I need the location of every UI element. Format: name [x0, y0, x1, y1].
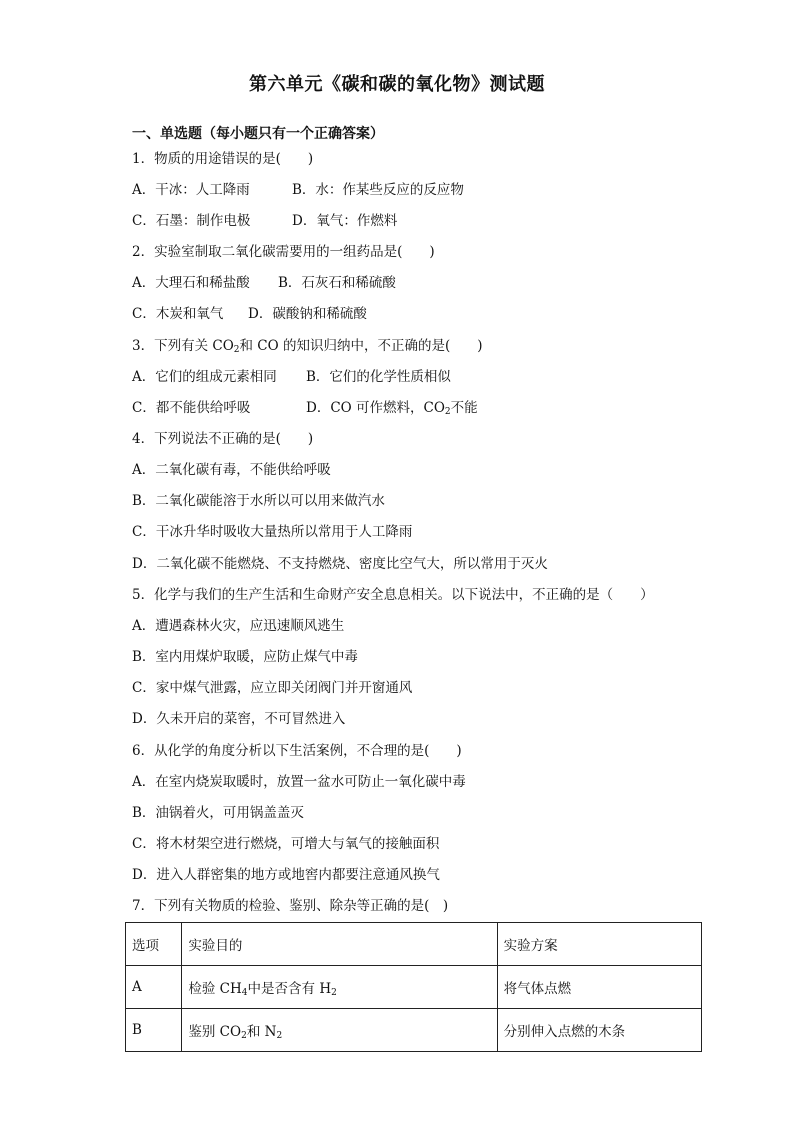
question-3-options-cd: [132, 399, 478, 417]
question-3-option-c: C．都不能供给呼吸: [132, 400, 251, 416]
question-4-option-c: C．干冰升华时吸收大量热所以常用于人工降雨: [132, 524, 413, 540]
table-cell-purpose: [182, 1009, 497, 1052]
purpose-text: 鉴别 CO: [188, 1024, 242, 1040]
question-3-stem: [132, 337, 483, 355]
question-1-option-b: B．水：作某些反应的反应物: [292, 182, 464, 198]
question-5-option-c: C．家中煤气泄露，应立即关闭阀门并开窗通风: [132, 680, 413, 696]
table-cell-option: B: [126, 1009, 182, 1052]
question-3-option-d-part1: D．CO 可作燃料，CO: [306, 400, 445, 416]
question-2-stem: 2．实验室制取二氧化碳需要用的一组药品是( ): [132, 244, 435, 260]
question-4-option-d: D．二氧化碳不能燃烧、不支持燃烧、密度比空气大，所以常用于灭火: [132, 556, 548, 572]
question-4-stem: 4．下列说法不正确的是( ): [132, 431, 314, 447]
question-7-stem: 7．下列有关物质的检验、鉴别、除杂等正确的是( ): [132, 898, 449, 914]
table-header-purpose: 实验目的: [182, 923, 497, 966]
question-5-option-b: B．室内用煤炉取暖，应防止煤气中毒: [132, 649, 358, 665]
subscript: 2: [233, 345, 240, 355]
purpose-text: 检验 CH: [188, 981, 242, 997]
question-3-option-b: B．它们的化学性质相似: [306, 369, 451, 385]
question-1-option-d: D．氧气：作燃料: [292, 213, 398, 229]
question-6-option-b: B．油锅着火，可用锅盖盖灭: [132, 805, 304, 821]
subscript: 4: [241, 988, 248, 998]
question-5-option-a: A．遭遇森林火灾，应迅速顺风逃生: [132, 618, 345, 634]
question-6-stem: 6．从化学的角度分析以下生活案例，不合理的是( ): [132, 743, 462, 759]
question-1-option-c: C．石墨：制作电极: [132, 213, 251, 229]
question-6-option-d: D．进入人群密集的地方或地窖内都要注意通风换气: [132, 867, 440, 883]
question-2-options-ab: [132, 274, 396, 292]
subscript: 2: [444, 407, 451, 417]
purpose-text: 中是否含有 H: [247, 981, 332, 997]
table-cell-option: A: [126, 966, 182, 1009]
table-header-method: 实验方案: [497, 923, 701, 966]
subscript: 2: [241, 1031, 247, 1041]
question-3-option-d: [306, 399, 478, 417]
purpose-text: 和 N: [246, 1024, 277, 1040]
question-1-options-cd: [132, 212, 398, 230]
question-3-stem-part2: 和 CO 的知识归纳中，不正确的是( ): [239, 338, 483, 354]
page-title: 第六单元《碳和碳的氧化物》测试题: [249, 74, 545, 95]
question-3-option-a: A．它们的组成元素相同: [132, 369, 277, 385]
question-4-option-b: B．二氧化碳能溶于水所以可以用来做汽水: [132, 493, 385, 509]
question-3-stem-part1: 3．下列有关 CO: [132, 338, 234, 354]
question-2-option-c: C．木炭和氧气: [132, 306, 224, 322]
question-1-options-ab: [132, 181, 464, 199]
subscript: 2: [276, 1031, 283, 1041]
table-row: [126, 1009, 702, 1052]
table-cell-method: 将气体点燃: [497, 966, 701, 1009]
question-2-option-a: A．大理石和稀盐酸: [132, 275, 250, 291]
question-2-option-d: D．碳酸钠和稀硫酸: [248, 306, 367, 322]
question-4-option-a: A．二氧化碳有毒，不能供给呼吸: [132, 462, 331, 478]
table-cell-purpose: [182, 966, 497, 1009]
question-2-options-cd: [132, 305, 367, 323]
table-header-option: 选项: [126, 923, 182, 966]
question-2-option-b: B．石灰石和稀硫酸: [278, 275, 396, 291]
table-cell-method: 分别伸入点燃的木条: [497, 1009, 701, 1052]
subscript: 2: [331, 988, 337, 998]
question-6-option-c: C．将木材架空进行燃烧，可增大与氧气的接触面积: [132, 836, 440, 852]
table-header-row: [126, 923, 702, 966]
question-6-option-a: A．在室内烧炭取暖时，放置一盆水可防止一氧化碳中毒: [132, 774, 466, 790]
question-7-table: [125, 922, 702, 1052]
section-heading: 一、单选题（每小题只有一个正确答案）: [132, 126, 384, 142]
question-5-stem: 5．化学与我们的生产生活和生命财产安全息息相关。以下说法中，不正确的是（ ）: [132, 587, 654, 603]
question-3-option-d-part2: 不能: [450, 400, 478, 416]
question-5-option-d: D．久未开启的菜窖，不可冒然进入: [132, 711, 346, 727]
question-1-stem: 1．物质的用途错误的是( ): [132, 151, 314, 167]
question-3-options-ab: [132, 368, 451, 386]
table-row: [126, 966, 702, 1009]
question-1-option-a: A．干冰：人工降雨: [132, 182, 250, 198]
